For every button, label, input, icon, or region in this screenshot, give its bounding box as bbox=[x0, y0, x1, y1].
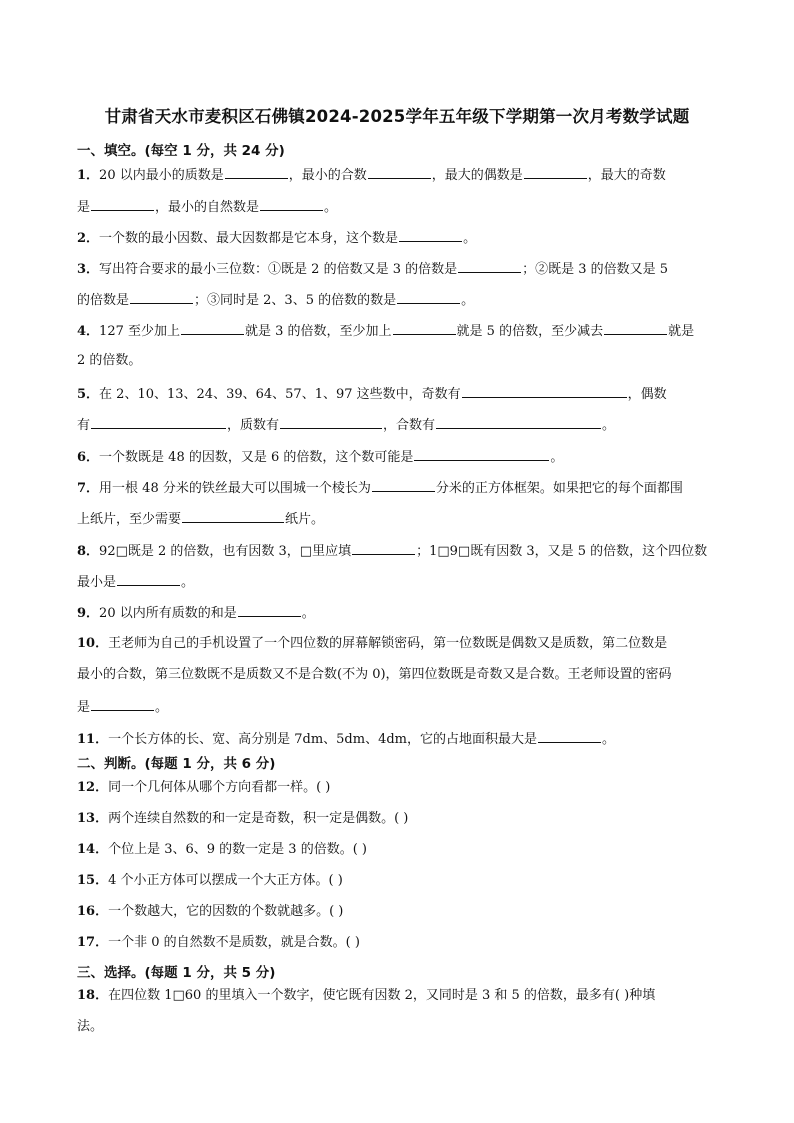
question-text: 。 bbox=[602, 418, 616, 433]
section-choice-heading: 三、选择。(每题 1 分，共 5 分) bbox=[77, 965, 276, 981]
answer-blank[interactable] bbox=[393, 320, 456, 335]
answer-blank[interactable] bbox=[91, 196, 154, 211]
question-number: 18． bbox=[77, 988, 109, 1003]
question-17 bbox=[77, 933, 360, 953]
question-10-line-1 bbox=[77, 634, 667, 654]
question-11 bbox=[77, 728, 615, 750]
question-text: ，质数有 bbox=[227, 418, 280, 433]
question-text: 一个数越大，它的因数的个数就越多。( ) bbox=[108, 904, 344, 919]
question-text: 一个长方体的长、宽、高分别是 7dm、5dm、4dm，它的占地面积最大是 bbox=[108, 732, 537, 747]
question-text: 。 bbox=[181, 575, 195, 590]
question-number: 13． bbox=[77, 811, 109, 826]
question-text: ，偶数 bbox=[627, 387, 667, 402]
question-number: 4． bbox=[77, 324, 100, 339]
question-2 bbox=[77, 227, 476, 249]
question-16 bbox=[77, 902, 343, 922]
question-7-line-1 bbox=[77, 477, 683, 499]
question-number: 11． bbox=[77, 732, 109, 747]
question-text: ，最小的合数 bbox=[288, 168, 367, 183]
question-text: 4 个小正方体可以摆成一个大正方体。( ) bbox=[108, 873, 343, 888]
section-judge-heading: 二、判断。(每题 1 分，共 6 分) bbox=[77, 756, 276, 772]
question-13 bbox=[77, 809, 408, 829]
question-text: 。 bbox=[301, 606, 315, 621]
answer-blank[interactable] bbox=[538, 728, 601, 743]
question-text: 上纸片，至少需要 bbox=[77, 512, 182, 527]
answer-blank[interactable] bbox=[182, 508, 284, 523]
question-text: ，最大的偶数是 bbox=[431, 168, 523, 183]
question-text: 法。 bbox=[77, 1019, 104, 1034]
question-text: 纸片。 bbox=[285, 512, 325, 527]
question-number: 15． bbox=[77, 873, 109, 888]
question-8-line-2 bbox=[77, 571, 194, 593]
question-3-line-2 bbox=[77, 289, 474, 311]
question-text: 就是 bbox=[668, 324, 695, 339]
question-1-line-2 bbox=[77, 196, 337, 218]
question-number: 1． bbox=[77, 168, 100, 183]
question-4-line-1 bbox=[77, 320, 694, 342]
answer-blank[interactable] bbox=[462, 383, 627, 398]
question-text: 个位上是 3、6、9 的数一定是 3 的倍数。( ) bbox=[108, 842, 367, 857]
question-number: 10． bbox=[77, 636, 109, 651]
answer-blank[interactable] bbox=[368, 164, 431, 179]
question-text: 写出符合要求的最小三位数：①既是 2 的倍数又是 3 的倍数是 bbox=[99, 262, 458, 277]
question-9 bbox=[77, 602, 315, 624]
question-text: 92□既是 2 的倍数，也有因数 3，□里应填 bbox=[99, 544, 352, 559]
question-text: 。 bbox=[324, 200, 338, 215]
section-fill-blank-heading: 一、填空。(每空 1 分，共 24 分) bbox=[77, 143, 285, 159]
question-number: 16． bbox=[77, 904, 109, 919]
question-text: 。 bbox=[461, 293, 475, 308]
question-text: 20 以内最小的质数是 bbox=[99, 168, 224, 183]
answer-blank[interactable] bbox=[181, 320, 244, 335]
question-7-line-2 bbox=[77, 508, 324, 530]
question-text: 一个数的最小因数、最大因数都是它本身，这个数是 bbox=[99, 231, 399, 246]
question-text: 。 bbox=[463, 231, 477, 246]
question-text: 一个数既是 48 的因数，又是 6 的倍数，这个数可能是 bbox=[99, 450, 414, 465]
question-text: 最小是 bbox=[77, 575, 117, 590]
question-text: 在四位数 1□60 的里填入一个数字，使它既有因数 2，又同时是 3 和 5 的倍数，最多有( )种填 bbox=[108, 988, 656, 1003]
question-text: 。 bbox=[550, 450, 564, 465]
question-number: 9． bbox=[77, 606, 100, 621]
question-number: 14． bbox=[77, 842, 109, 857]
answer-blank[interactable] bbox=[225, 164, 288, 179]
question-text: 是 bbox=[77, 700, 91, 715]
question-text: 同一个几何体从哪个方向看都一样。( ) bbox=[108, 780, 331, 795]
question-text: ；③同时是 2、3、5 的倍数的数是 bbox=[194, 293, 397, 308]
answer-blank[interactable] bbox=[130, 289, 193, 304]
answer-blank[interactable] bbox=[352, 540, 415, 555]
question-12 bbox=[77, 778, 330, 798]
question-number: 3． bbox=[77, 262, 100, 277]
question-text: 2 的倍数。 bbox=[77, 353, 142, 368]
question-6 bbox=[77, 446, 563, 468]
answer-blank[interactable] bbox=[414, 446, 549, 461]
question-text: 王老师为自己的手机设置了一个四位数的屏幕解锁密码，第一位数既是偶数又是质数，第二位数是 bbox=[108, 636, 668, 651]
answer-blank[interactable] bbox=[524, 164, 587, 179]
question-1-line-1 bbox=[77, 164, 666, 186]
question-text: 一个非 0 的自然数不是质数，就是合数。( ) bbox=[108, 935, 360, 950]
answer-blank[interactable] bbox=[436, 414, 601, 429]
question-number: 6． bbox=[77, 450, 100, 465]
question-text: 分米的正方体框架。如果把它的每个面都围 bbox=[435, 481, 683, 496]
question-text: 127 至少加上 bbox=[99, 324, 180, 339]
question-text: 最小的合数，第三位数既不是质数又不是合数(不为 0)，第四位数既是奇数又是合数。王老师设置的密码 bbox=[77, 667, 672, 682]
answer-blank[interactable] bbox=[604, 320, 667, 335]
question-text: 的倍数是 bbox=[77, 293, 130, 308]
question-15 bbox=[77, 871, 343, 891]
question-text: 是 bbox=[77, 200, 91, 215]
question-number: 7． bbox=[77, 481, 100, 496]
answer-blank[interactable] bbox=[397, 289, 460, 304]
answer-blank[interactable] bbox=[238, 602, 301, 617]
question-number: 12． bbox=[77, 780, 109, 795]
question-text: 有 bbox=[77, 418, 91, 433]
question-10-line-2 bbox=[77, 665, 672, 685]
question-text: 就是 5 的倍数，至少减去 bbox=[456, 324, 604, 339]
question-8-line-1 bbox=[77, 540, 707, 562]
question-number: 5． bbox=[77, 387, 100, 402]
question-18-line-2 bbox=[77, 1017, 103, 1037]
question-text: ；②既是 3 的倍数又是 5 bbox=[522, 262, 669, 277]
question-text: ，最小的自然数是 bbox=[155, 200, 260, 215]
answer-blank[interactable] bbox=[399, 227, 462, 242]
question-5-line-2 bbox=[77, 414, 615, 436]
answer-blank[interactable] bbox=[91, 414, 226, 429]
question-3-line-1 bbox=[77, 258, 668, 280]
question-text: 20 以内所有质数的和是 bbox=[99, 606, 237, 621]
answer-blank[interactable] bbox=[372, 477, 435, 492]
answer-blank[interactable] bbox=[458, 258, 521, 273]
question-text: 在 2、10、13、24、39、64、57、1、97 这些数中，奇数有 bbox=[99, 387, 461, 402]
question-text: 。 bbox=[155, 700, 169, 715]
question-number: 2． bbox=[77, 231, 100, 246]
question-18-line-1 bbox=[77, 986, 655, 1006]
question-10-line-3 bbox=[77, 696, 168, 718]
question-4-line-2 bbox=[77, 351, 141, 371]
answer-blank[interactable] bbox=[280, 414, 382, 429]
question-text: ，合数有 bbox=[383, 418, 436, 433]
question-text: ；1□9□既有因数 3，又是 5 的倍数，这个四位数 bbox=[416, 544, 708, 559]
question-number: 17． bbox=[77, 935, 109, 950]
question-number: 8． bbox=[77, 544, 100, 559]
page-title: 甘肃省天水市麦积区石佛镇2024-2025学年五年级下学期第一次月考数学试题 bbox=[104, 107, 690, 126]
answer-blank[interactable] bbox=[117, 571, 180, 586]
question-text: 就是 3 的倍数，至少加上 bbox=[245, 324, 392, 339]
question-14 bbox=[77, 840, 367, 860]
question-5-line-1 bbox=[77, 383, 667, 405]
question-text: ，最大的奇数 bbox=[587, 168, 666, 183]
question-text: 。 bbox=[602, 732, 616, 747]
answer-blank[interactable] bbox=[91, 696, 154, 711]
answer-blank[interactable] bbox=[260, 196, 323, 211]
question-text: 两个连续自然数的和一定是奇数，积一定是偶数。( ) bbox=[108, 811, 409, 826]
question-text: 用一根 48 分米的铁丝最大可以围城一个棱长为 bbox=[99, 481, 371, 496]
